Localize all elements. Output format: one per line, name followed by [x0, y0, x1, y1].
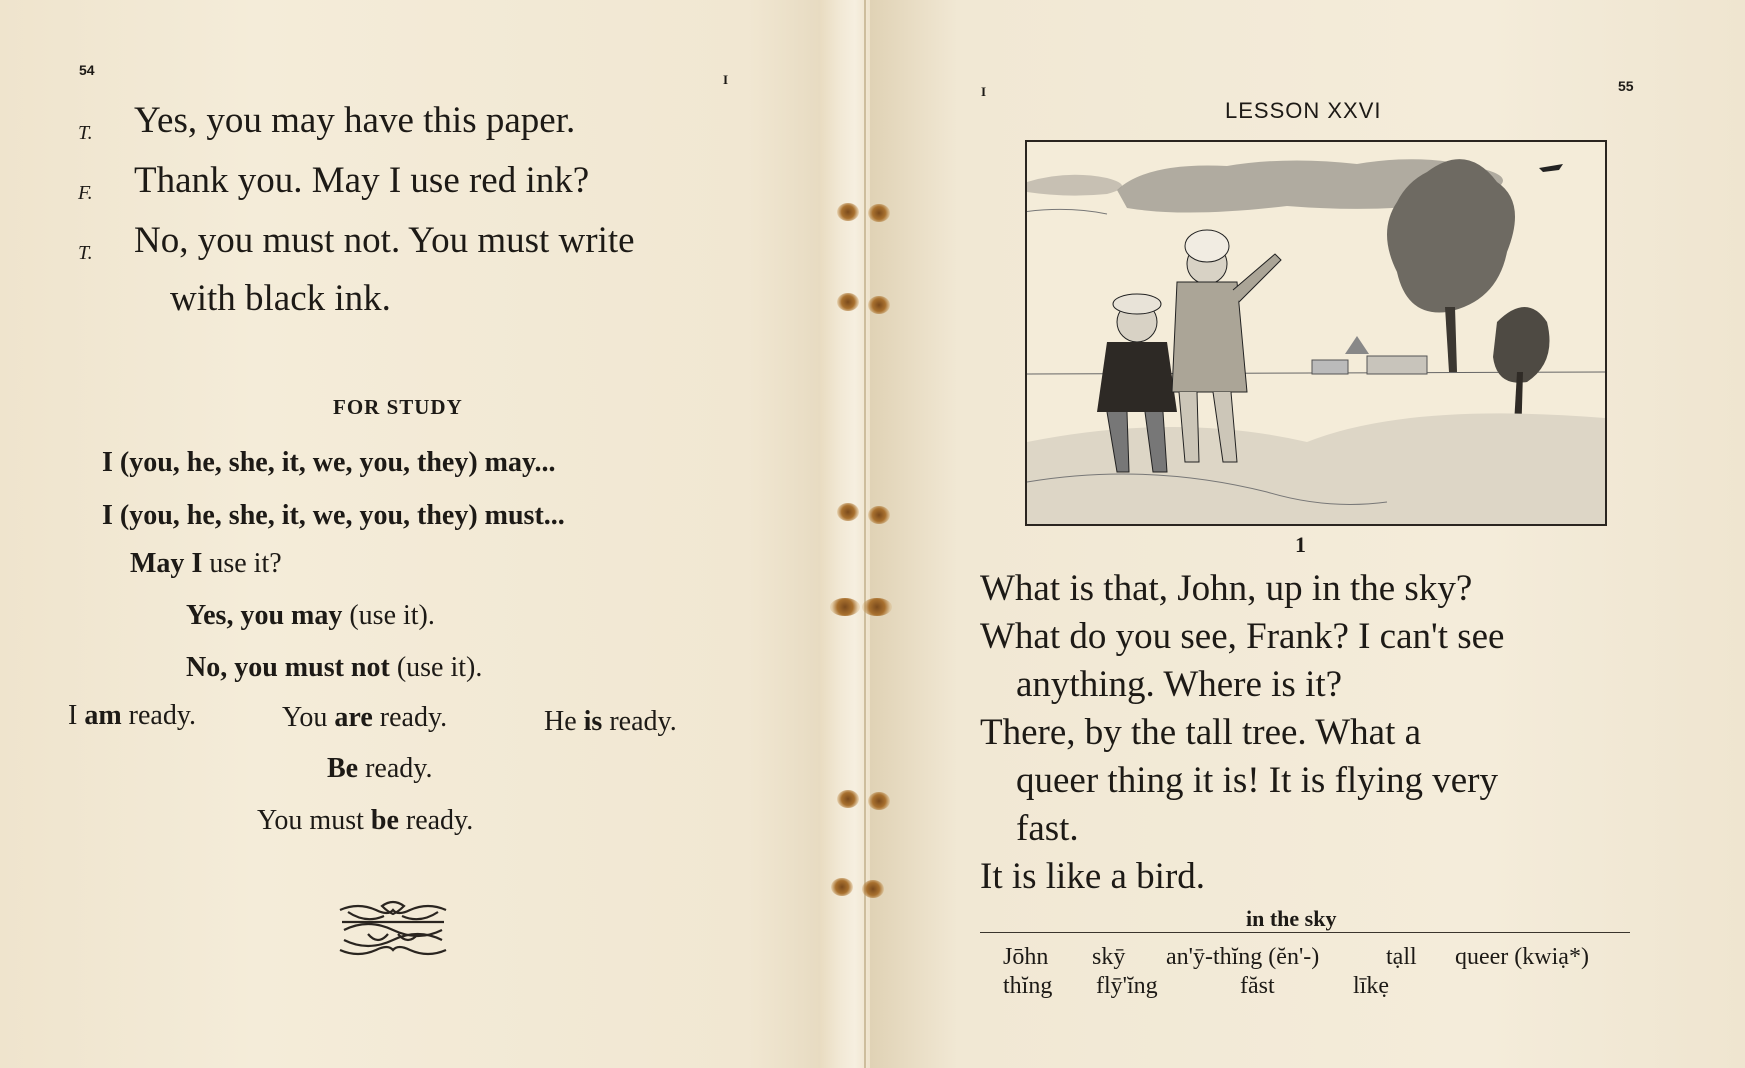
- vocab-word: thĭng: [1003, 973, 1053, 999]
- plain-text: He: [544, 706, 577, 737]
- study-answer-no: [186, 652, 482, 684]
- bold-phrase: Yes, you may: [186, 600, 343, 631]
- dialogue-text: Yes, you may have this paper.: [134, 100, 576, 141]
- plain-text: ready.: [379, 702, 448, 733]
- dialogue-text: No, you must not. You must write: [134, 220, 635, 261]
- reading-line: It is like a bird.: [980, 856, 1206, 897]
- binding-hole: [868, 296, 890, 314]
- plain-text: (use it).: [396, 652, 483, 683]
- study-line-must: I (you, he, she, it, we, you, they) must...: [102, 500, 565, 531]
- study-ready-you: [282, 702, 447, 734]
- vocab-divider: [980, 932, 1630, 933]
- vocab-word: flȳ'ĭng: [1096, 973, 1158, 999]
- signature-mark-left: I: [723, 72, 729, 87]
- decorative-ornament-icon: [338, 900, 448, 962]
- bold-word: am: [84, 700, 122, 731]
- binding-hole: [868, 792, 890, 810]
- boys-watching-airplane-image: [1027, 142, 1605, 524]
- study-ready-he: [544, 706, 677, 738]
- vocab-word: tạll: [1386, 944, 1417, 970]
- speaker-label: F.: [78, 182, 93, 204]
- binding-hole: [868, 204, 890, 222]
- study-must-be-ready: [257, 805, 473, 837]
- vocab-word: făst: [1240, 973, 1275, 999]
- vocab-word: an'ȳ-thĭng (ĕn'-): [1166, 944, 1320, 970]
- bold-word: is: [583, 706, 603, 737]
- study-question: [130, 548, 282, 580]
- study-answer-yes: [186, 600, 435, 632]
- bold-word: are: [334, 702, 373, 733]
- lesson-illustration: [1025, 140, 1607, 526]
- bold-word: May: [130, 548, 185, 579]
- speaker-label: T.: [78, 242, 93, 264]
- binding-hole: [837, 203, 859, 221]
- plain-text: ready.: [609, 706, 677, 737]
- vocab-word: skȳ: [1092, 944, 1126, 970]
- bold-phrase: No, you must not: [186, 652, 390, 683]
- binding-hole: [862, 598, 892, 616]
- lesson-title: LESSON XXVI: [1225, 98, 1382, 123]
- signature-mark-right: I: [981, 84, 987, 99]
- binding-hole: [837, 790, 859, 808]
- plain-text: You must: [257, 805, 364, 836]
- plain-text: ready.: [128, 700, 197, 731]
- section-number: 1: [1295, 532, 1306, 557]
- reading-line: What is that, John, up in the sky?: [980, 568, 1473, 609]
- study-be-ready: [327, 753, 432, 785]
- vocab-word: queer (kwiạ*): [1455, 944, 1589, 970]
- page-number-right: 55: [1618, 78, 1634, 94]
- speaker-label: T.: [78, 122, 93, 144]
- study-line-may: I (you, he, she, it, we, you, they) may...: [102, 447, 556, 478]
- binding-hole: [837, 293, 859, 311]
- plain-text: ready.: [365, 753, 433, 784]
- vocab-word: Jōhn: [1003, 944, 1049, 970]
- binding-hole: [837, 503, 859, 521]
- bold-word: I: [191, 548, 203, 579]
- bold-word: be: [370, 805, 399, 836]
- plain-text: I: [68, 700, 78, 731]
- reading-line: What do you see, Frank? I can't see: [980, 616, 1505, 657]
- study-ready-i: [68, 700, 196, 732]
- plain-text: You: [282, 702, 328, 733]
- reading-line: queer thing it is! It is flying very: [1016, 760, 1498, 801]
- binding-hole: [831, 878, 853, 896]
- reading-line: There, by the tall tree. What a: [980, 712, 1422, 753]
- book-crease: [864, 0, 866, 1068]
- vocab-word: līkẹ: [1353, 973, 1389, 999]
- binding-hole: [868, 506, 890, 524]
- vocab-heading: in the sky: [1246, 906, 1337, 931]
- plain-text: ready.: [405, 805, 474, 836]
- reading-line: fast.: [1016, 808, 1079, 849]
- reading-line: anything. Where is it?: [1016, 664, 1343, 705]
- bold-word: Be: [327, 753, 359, 784]
- page-number-left: 54: [79, 62, 95, 78]
- plain-text: use it?: [209, 548, 282, 579]
- plain-text: (use it).: [349, 600, 435, 631]
- dialogue-text: with black ink.: [170, 278, 391, 319]
- dialogue-text: Thank you. May I use red ink?: [134, 160, 590, 201]
- binding-hole: [862, 880, 884, 898]
- binding-hole: [830, 598, 860, 616]
- for-study-heading: FOR STUDY: [333, 395, 463, 419]
